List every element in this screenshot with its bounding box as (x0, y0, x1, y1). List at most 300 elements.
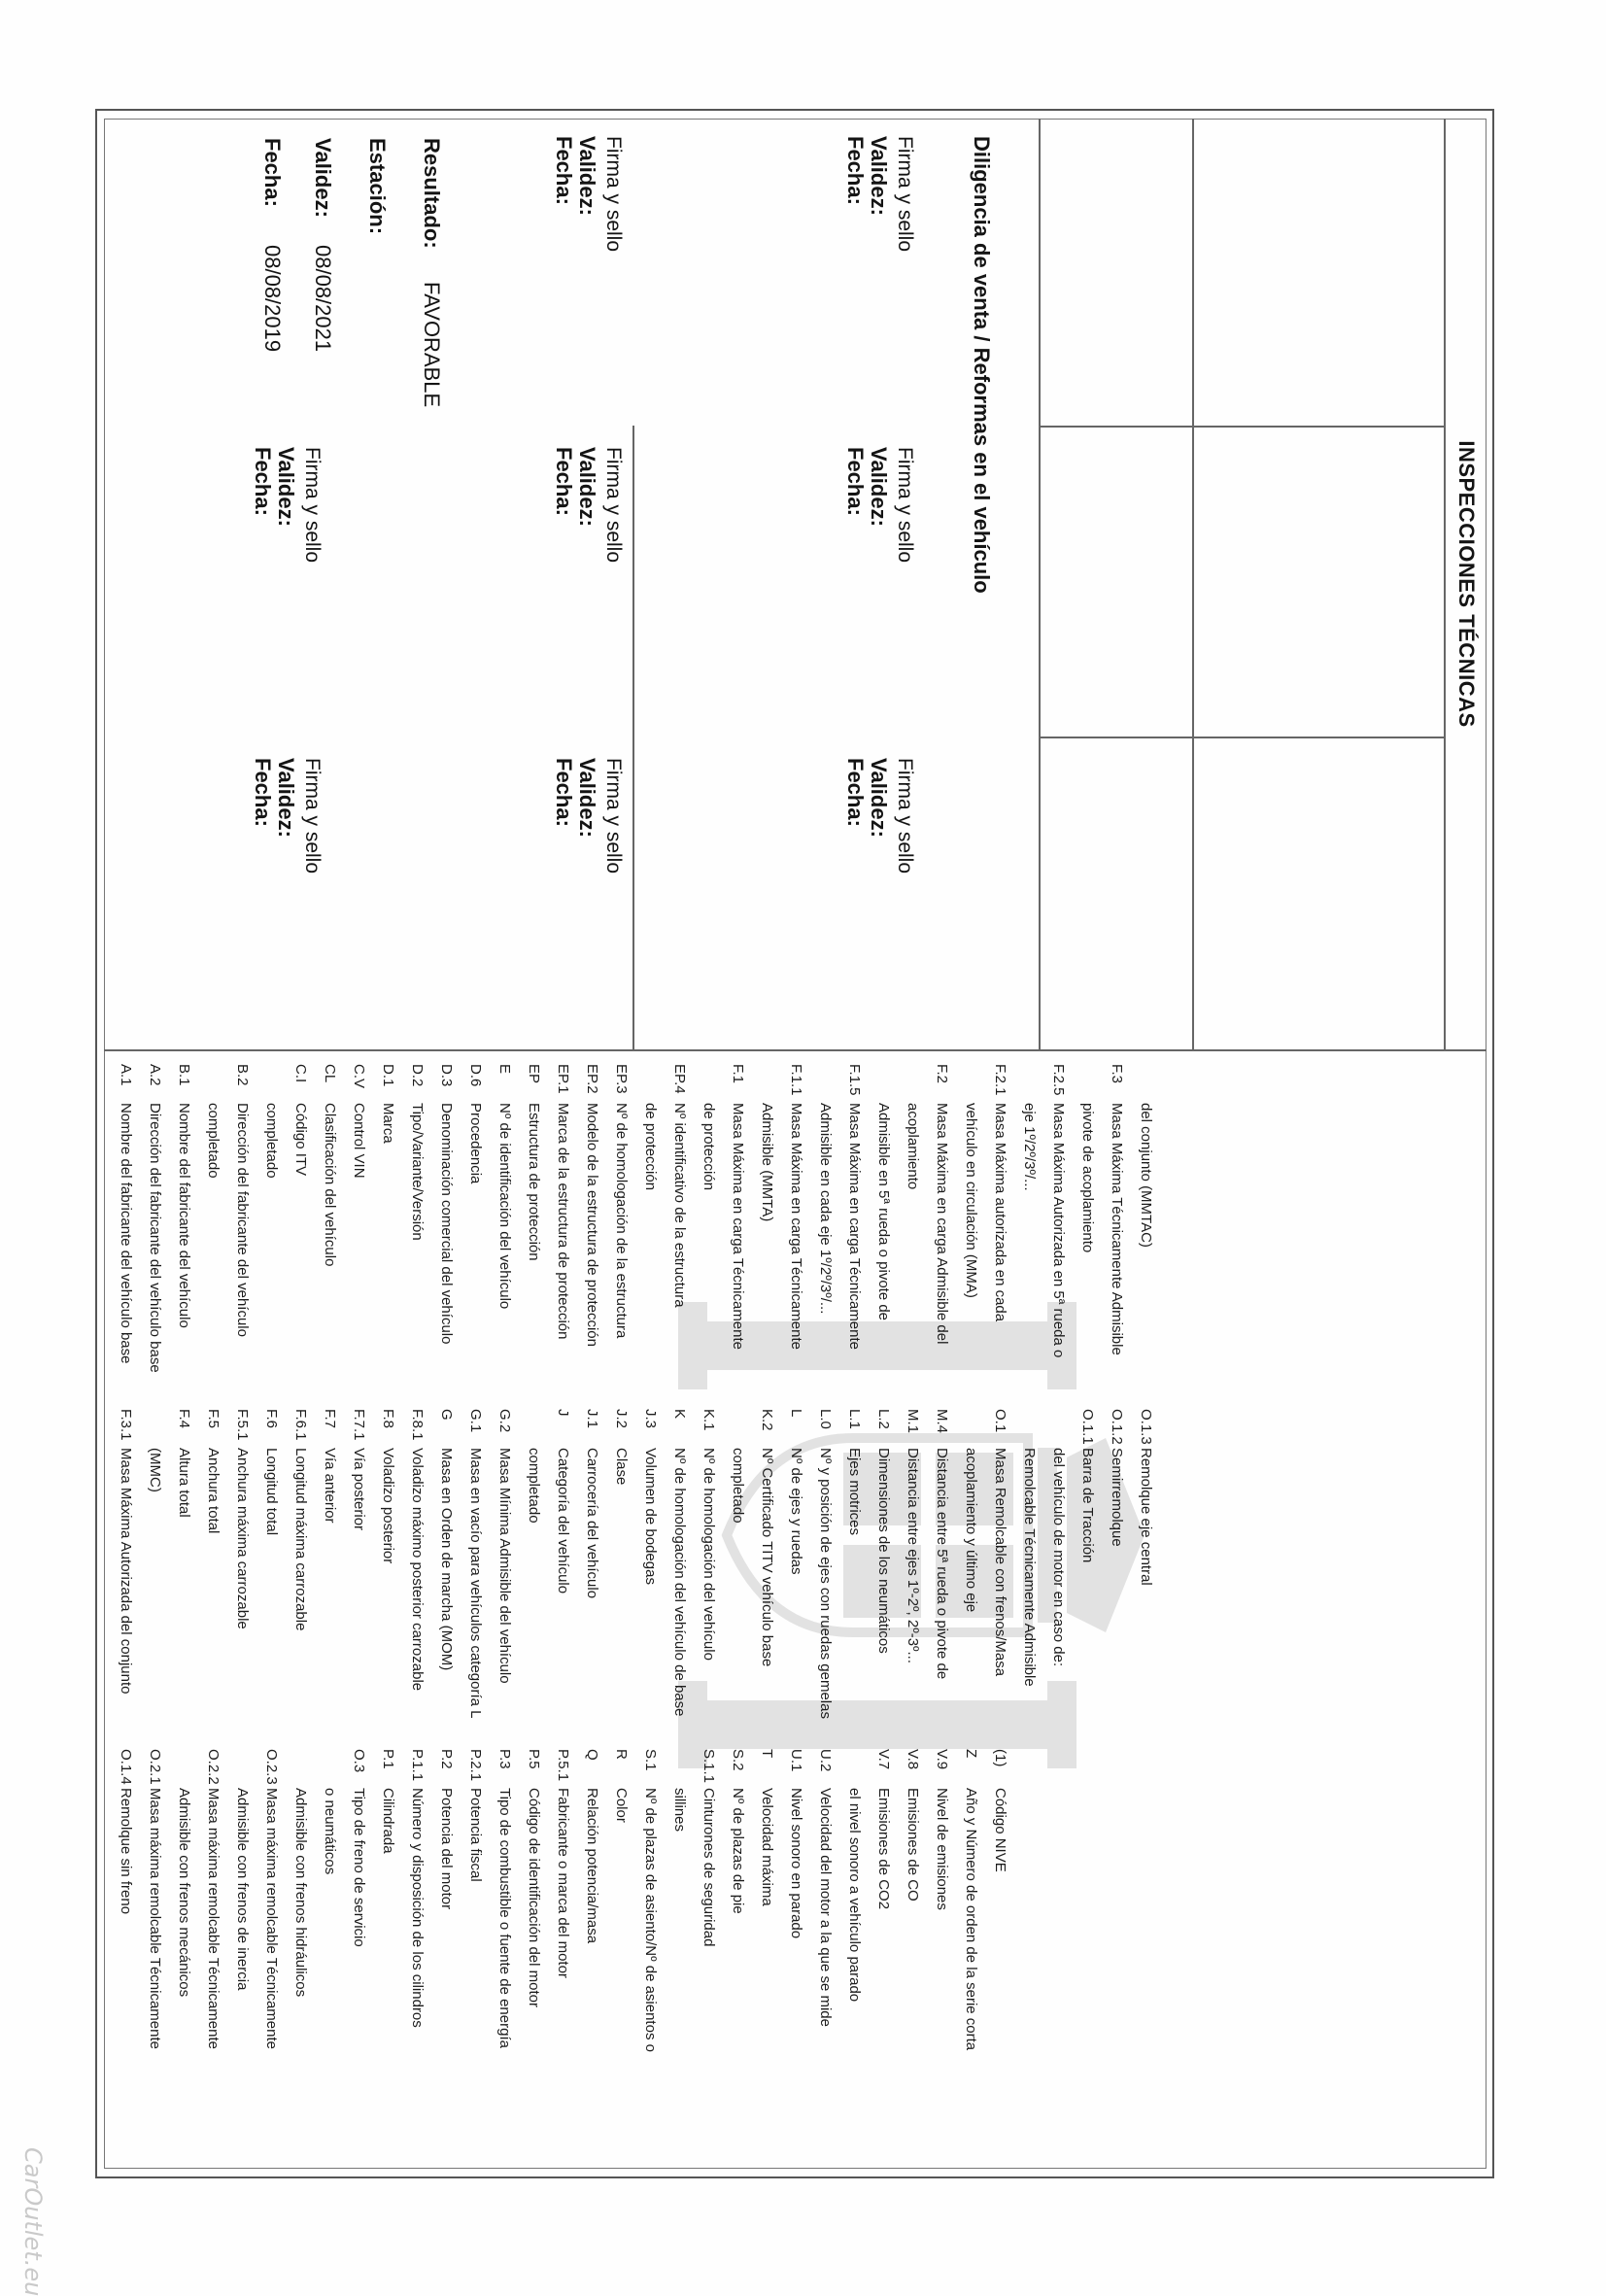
field-label: Voladizo máximo posterior carrozable (409, 1448, 426, 1692)
field-label: el nivel sonoro a vehículo parado (846, 1788, 863, 2003)
field-row-continuation (905, 1064, 921, 1189)
field-row-continuation (671, 1749, 688, 1832)
field-code: C.V (351, 1064, 367, 1089)
field-label: de protección (642, 1103, 659, 1191)
field-row (846, 1064, 863, 1350)
field-label: Dirección del fabricante del vehículo base (147, 1103, 163, 1373)
fecha-label: Fecha: (260, 138, 285, 207)
fecha-value: 08/08/2019 (260, 245, 285, 353)
field-label: Nº de homologación de la estructura (613, 1103, 630, 1339)
field-label: acoplamiento y último eje (963, 1448, 979, 1613)
field-code: J.2 (613, 1409, 630, 1429)
field-label: Nº de homologación del vehículo (700, 1448, 717, 1661)
field-code: V.7 (875, 1749, 892, 1770)
field-code: O.1.1 (1079, 1409, 1096, 1445)
field-row-continuation (846, 1749, 863, 2002)
field-code: EP.4 (671, 1064, 688, 1094)
field-row (438, 1064, 455, 1344)
field-code: F.2.5 (1050, 1064, 1067, 1096)
field-row (700, 1749, 717, 1946)
field-code: F.2 (934, 1064, 950, 1084)
field-code: L.1 (846, 1409, 863, 1429)
field-row (642, 1749, 659, 2052)
field-code: E (496, 1064, 513, 1075)
field-code: D.2 (409, 1064, 426, 1087)
field-code: L.2 (875, 1409, 892, 1429)
field-row (526, 1064, 542, 1261)
fecha-label: Fecha: (552, 136, 576, 205)
field-label: Admisible en 5ª rueda o pivote de (875, 1103, 892, 1321)
field-row (555, 1409, 571, 1593)
field-label: Nº identificativo de la estructura (671, 1103, 688, 1308)
field-label: vehículo en circulación (MMA) (963, 1103, 979, 1298)
field-label: pivote de acoplamiento (1079, 1103, 1096, 1253)
firma-y-sello: Firma y sello (894, 136, 916, 253)
field-row (351, 1409, 367, 1530)
field-label: Nº Certificado TITV vehículo base (759, 1448, 775, 1667)
field-code: O.2.2 (205, 1749, 222, 1785)
field-label: completado (526, 1448, 542, 1524)
field-code: O.2.3 (263, 1749, 280, 1785)
field-label: Tipo de combustible o fuente de energía (496, 1788, 513, 2048)
field-code: F.3.1 (118, 1409, 134, 1441)
validez-value: 08/08/2021 (311, 245, 335, 353)
field-label: Número y disposición de los cilindros (409, 1788, 426, 2028)
field-code: J.1 (584, 1409, 600, 1429)
field-code: M.1 (905, 1409, 921, 1434)
field-label: Admisible (MMTA) (759, 1103, 775, 1222)
field-row (671, 1064, 688, 1308)
field-label: o neumáticos (322, 1788, 338, 1875)
firma-y-sello: Firma y sello (602, 758, 625, 874)
field-code: O.3 (351, 1749, 367, 1773)
field-row (176, 1409, 192, 1518)
field-code: D.1 (380, 1064, 396, 1087)
resultado-value: FAVORABLE (420, 282, 444, 408)
field-label: Potencia del motor (438, 1788, 455, 1910)
field-row (467, 1064, 484, 1183)
field-label: Masa Máxima en carga Admisible del (934, 1103, 950, 1345)
field-label: Distancia entre 5ª rueda o pivote de (934, 1448, 950, 1680)
field-code: F.6 (263, 1409, 280, 1429)
field-label: Masa máxima remolcable Técnicamente (263, 1788, 280, 2049)
grid-line-row-1 (1192, 119, 1194, 1049)
field-label: Admisible con frenos hidráulicos (292, 1788, 309, 1998)
field-label: Marca de la estructura de protección (555, 1103, 571, 1340)
firma-y-sello: Firma y sello (602, 136, 625, 253)
field-label: Tipo de freno de servicio (351, 1788, 367, 1947)
field-code: EP.2 (584, 1064, 600, 1094)
field-row (496, 1409, 513, 1684)
field-label: Procedencia (467, 1103, 484, 1184)
field-row (875, 1749, 892, 1909)
validez-label: Validez: (867, 447, 891, 527)
fecha-label: Fecha: (843, 758, 868, 827)
field-label: Vía posterior (351, 1448, 367, 1531)
field-label: Categoría del vehículo (555, 1448, 571, 1594)
field-code: EP (526, 1064, 542, 1084)
field-code: U.2 (817, 1749, 834, 1772)
fecha-label: Fecha: (843, 136, 868, 205)
field-row (380, 1409, 396, 1563)
field-row (934, 1749, 950, 1910)
field-code: M.4 (934, 1409, 950, 1434)
field-label: Nº de homologación del vehículo de base (671, 1448, 688, 1717)
field-label: Masa en Orden de marcha (MOM) (438, 1448, 455, 1671)
field-code: F.6.1 (292, 1409, 309, 1441)
field-label: completado (205, 1103, 222, 1179)
field-row (1109, 1409, 1125, 1547)
field-code: J.3 (642, 1409, 659, 1429)
field-code: O.1.4 (118, 1749, 134, 1785)
field-code: F.5.1 (234, 1409, 251, 1441)
field-row (526, 1749, 542, 2007)
field-row (496, 1749, 513, 2048)
field-code: P.2.1 (467, 1749, 484, 1782)
field-code: C.I (292, 1064, 309, 1083)
validez-label: Validez: (274, 447, 298, 527)
field-row-continuation (875, 1064, 892, 1320)
field-row-continuation (322, 1749, 338, 1874)
field-row (438, 1409, 455, 1670)
firma-y-sello: Firma y sello (602, 447, 625, 564)
field-label: Potencia fiscal (467, 1788, 484, 1882)
field-code: B.1 (176, 1064, 192, 1086)
fecha-label: Fecha: (552, 447, 576, 516)
field-row (351, 1064, 367, 1179)
field-label: Masa Máxima autorizada en cada (992, 1103, 1008, 1322)
field-row (205, 1749, 222, 2049)
field-row-continuation (292, 1749, 309, 1997)
field-label: Nº y posición de ejes con ruedas gemelas (817, 1448, 834, 1719)
field-label: Estructura de protección (526, 1103, 542, 1261)
field-code: F.1.5 (846, 1064, 863, 1096)
field-row (788, 1749, 804, 1938)
validez-label: Validez: (274, 758, 298, 838)
field-label: Nº de ejes y ruedas (788, 1448, 804, 1575)
validez-label: Validez: (311, 138, 335, 218)
field-code: V.8 (905, 1749, 921, 1770)
grid-line-col-2 (1041, 737, 1446, 738)
field-code: D.3 (438, 1064, 455, 1087)
field-label: Masa Máxima en carga Técnicamente (788, 1103, 804, 1351)
reformas-title: Diligencia de venta / Reformas en el vehículo (970, 136, 994, 594)
field-row (613, 1749, 630, 1823)
field-row (584, 1409, 600, 1598)
field-label: Nivel de emisiones (934, 1788, 950, 1910)
field-label: Masa Máxima en carga Técnicamente (846, 1103, 863, 1351)
field-code: P.1 (380, 1749, 396, 1769)
grid-line-col-1 (1041, 426, 1446, 428)
field-code: O.1.3 (1138, 1409, 1154, 1445)
field-row-continuation (963, 1409, 979, 1612)
field-row (934, 1409, 950, 1679)
fecha-label: Fecha: (251, 447, 275, 516)
field-code: P.1.1 (409, 1749, 426, 1782)
field-code: P.5 (526, 1749, 542, 1769)
field-label: Masa en vacío para vehículos categoría L (467, 1448, 484, 1719)
field-label: Admisible con frenos de inercia (234, 1788, 251, 1991)
field-label: Modelo de la estructura de protección (584, 1103, 600, 1347)
field-code: F.8 (380, 1409, 396, 1429)
field-row (292, 1409, 309, 1630)
field-row (759, 1749, 775, 1906)
field-code: T (759, 1749, 775, 1759)
field-label: Emisiones de CO2 (875, 1788, 892, 1910)
center-divider (104, 1049, 1486, 1051)
field-code: L.0 (817, 1409, 834, 1429)
field-row-continuation (234, 1749, 251, 1990)
field-row (409, 1749, 426, 2028)
field-label: Velocidad del motor a la que se mide (817, 1788, 834, 2027)
field-row (1109, 1064, 1125, 1355)
field-row (292, 1064, 309, 1176)
field-label: Masa Máxima Autorizada en 5ª rueda o (1050, 1103, 1067, 1358)
field-label: Emisiones de CO (905, 1788, 921, 1902)
field-code: S.2 (730, 1749, 746, 1771)
field-label: Nombre del fabricante del vehículo (176, 1103, 192, 1328)
field-code: F.8.1 (409, 1409, 426, 1441)
field-label: Semirremolque (1109, 1448, 1125, 1547)
field-code: EP.1 (555, 1064, 571, 1094)
field-label: Carrocería del vehículo (584, 1448, 600, 1599)
field-code: K.1 (700, 1409, 717, 1431)
field-label: Vía anterior (322, 1448, 338, 1524)
field-row (1138, 1409, 1154, 1586)
field-row (322, 1064, 338, 1266)
field-label: completado (263, 1103, 280, 1179)
field-label: Velocidad máxima (759, 1788, 775, 1906)
field-code: V.9 (934, 1749, 950, 1770)
field-label: Código ITV (292, 1103, 309, 1177)
field-row (263, 1409, 280, 1535)
field-row (322, 1409, 338, 1524)
field-code: F.2.1 (992, 1064, 1008, 1096)
field-label: Barra de Tracción (1079, 1448, 1096, 1563)
field-label: Masa máxima remolcable Técnicamente (147, 1788, 163, 2049)
field-label: Masa Máxima Técnicamente Admisible (1109, 1103, 1125, 1355)
field-label: Remolque sin freno (118, 1788, 134, 1915)
field-row (788, 1064, 804, 1350)
validez-label: Validez: (867, 136, 891, 216)
field-row (642, 1409, 659, 1585)
field-label: Cilindrada (380, 1788, 396, 1854)
field-code: F.7 (322, 1409, 338, 1429)
field-row-continuation (1050, 1409, 1067, 1666)
field-label: eje 1º/2º/3º/... (1021, 1103, 1038, 1191)
field-label: Masa Remolcable con frenos/Masa (992, 1448, 1008, 1677)
field-label: Admisible en cada eje 1º/2º/3º/... (817, 1103, 834, 1315)
field-code: P.3 (496, 1749, 513, 1769)
field-code: EP.3 (613, 1064, 630, 1094)
field-label: Código de identificación del motor (526, 1788, 542, 2007)
field-row-continuation (205, 1064, 222, 1179)
field-label: Distancia entre ejes 1º-2º, 2º-3º... (905, 1448, 921, 1664)
field-row (730, 1064, 746, 1350)
field-row (234, 1409, 251, 1629)
field-code: G.2 (496, 1409, 513, 1433)
field-row (438, 1749, 455, 1909)
field-label: Voladizo posterior (380, 1448, 396, 1564)
grid-line-row-2 (1039, 119, 1041, 1049)
field-code: F.5 (205, 1409, 222, 1429)
validez-label: Validez: (575, 758, 599, 838)
field-code: CL (322, 1064, 338, 1083)
field-row (467, 1409, 484, 1719)
field-code: G.1 (467, 1409, 484, 1433)
field-code: D.6 (467, 1064, 484, 1087)
field-code: G (438, 1409, 455, 1421)
field-code: O.1.2 (1109, 1409, 1125, 1445)
field-label: Control VIN (351, 1103, 367, 1179)
field-row (992, 1749, 1008, 1872)
fecha-label: Fecha: (843, 447, 868, 516)
field-code: O.2.1 (147, 1749, 163, 1785)
field-label: Anchura total (205, 1448, 222, 1534)
field-row (205, 1409, 222, 1533)
field-label: Nº de identificación del vehículo (496, 1103, 513, 1310)
field-row (788, 1409, 804, 1575)
field-row (613, 1409, 630, 1485)
resultado-label: Resultado: (420, 138, 444, 249)
field-row-continuation (147, 1409, 163, 1492)
field-label: Masa Máxima en carga Técnicamente (730, 1103, 746, 1351)
field-row-continuation (963, 1064, 979, 1298)
field-code: K (671, 1409, 688, 1420)
field-row (467, 1749, 484, 1882)
field-code: K.2 (759, 1409, 775, 1431)
field-row (555, 1749, 571, 1978)
field-code: P.2 (438, 1749, 455, 1769)
field-label: Altura total (176, 1448, 192, 1518)
field-row (1050, 1064, 1067, 1357)
field-code: P.5.1 (555, 1749, 571, 1782)
field-code: B.2 (234, 1064, 251, 1086)
field-row (730, 1749, 746, 1914)
field-row (118, 1064, 134, 1364)
field-label: Tipo/Variante/Versión (409, 1103, 426, 1241)
field-row-continuation (1079, 1064, 1096, 1252)
field-row-continuation (526, 1409, 542, 1524)
fecha-label: Fecha: (251, 758, 275, 827)
field-row (992, 1064, 1008, 1321)
field-row (584, 1749, 600, 1943)
field-label: Código NIVE (992, 1788, 1008, 1872)
field-label: (MMC) (147, 1448, 163, 1492)
field-row (380, 1749, 396, 1854)
field-row (817, 1749, 834, 2027)
field-label: Fabricante o marca del motor (555, 1788, 571, 1978)
field-code: R (613, 1749, 630, 1760)
field-label: Año y Número de orden de la serie corta (963, 1788, 979, 2051)
field-label: de protección (700, 1103, 717, 1191)
field-row (234, 1064, 251, 1337)
field-row (992, 1409, 1008, 1676)
field-row (118, 1409, 134, 1694)
field-label: Nivel sonoro en parado (788, 1788, 804, 1939)
field-label: sillines (671, 1788, 688, 1833)
field-label: Color (613, 1788, 630, 1823)
field-label: Longitud máxima carrozable (292, 1448, 309, 1631)
field-row (496, 1064, 513, 1309)
field-row-continuation (1021, 1409, 1038, 1687)
field-label: Longitud total (263, 1448, 280, 1536)
field-row-continuation (1021, 1064, 1038, 1191)
field-row (555, 1064, 571, 1339)
field-label: Denominación comercial del vehículo (438, 1103, 455, 1345)
field-label: del conjunto (MMTAC) (1138, 1103, 1154, 1248)
field-label: Masa máxima remolcable Técnicamente (205, 1788, 222, 2049)
grid-line-reform-2 (632, 737, 634, 1049)
field-row (409, 1064, 426, 1241)
field-code: F.1 (730, 1064, 746, 1084)
field-label: Admisible con frenos mecánicos (176, 1788, 192, 1998)
field-row-continuation (700, 1064, 717, 1190)
field-row-continuation (759, 1064, 775, 1221)
field-label: Masa Mínima Admisible del vehículo (496, 1448, 513, 1684)
field-row (963, 1749, 979, 2050)
field-row (176, 1064, 192, 1328)
field-row-continuation (730, 1409, 746, 1524)
field-row (613, 1064, 630, 1338)
field-label: Marca (380, 1103, 396, 1144)
field-label: Volumen de bodegas (642, 1448, 659, 1585)
field-label: Clasificación del vehículo (322, 1103, 338, 1267)
field-code: O.1 (992, 1409, 1008, 1433)
field-row (934, 1064, 950, 1344)
field-row (263, 1749, 280, 2049)
field-code: U.1 (788, 1749, 804, 1772)
field-row (118, 1749, 134, 1914)
field-row (905, 1749, 921, 1902)
field-label: del vehículo de motor en caso de: (1050, 1448, 1067, 1667)
field-label: Remolque eje central (1138, 1448, 1154, 1586)
field-label: Clase (613, 1448, 630, 1486)
field-row-continuation (176, 1749, 192, 1997)
field-label: completado (730, 1448, 746, 1524)
field-row (905, 1409, 921, 1663)
field-label: Nombre del fabricante del vehículo base (118, 1103, 134, 1364)
field-row (875, 1409, 892, 1654)
field-row (817, 1409, 834, 1719)
field-label: Relación potencia/masa (584, 1788, 600, 1944)
field-label: Remolcable Técnicamente Admisible (1021, 1448, 1038, 1687)
source-watermark: CarOutlet.eu (19, 2147, 47, 2296)
field-row (351, 1749, 367, 1947)
field-code: S.1 (642, 1749, 659, 1771)
field-code: F.3 (1109, 1064, 1125, 1084)
field-label: Anchura máxima carrozable (234, 1448, 251, 1629)
field-row (671, 1409, 688, 1717)
field-code: L (788, 1409, 804, 1418)
field-code: F.4 (176, 1409, 192, 1429)
field-label: Ejes motrices (846, 1448, 863, 1536)
field-label: Cinturones de seguridad (700, 1788, 717, 1947)
estacion-label: Estación: (365, 138, 390, 235)
field-code: F.1.1 (788, 1064, 804, 1096)
firma-y-sello: Firma y sello (301, 758, 324, 874)
field-row-continuation (263, 1064, 280, 1179)
field-label: Nº de plazas de asiento/Nº de asientos o (642, 1788, 659, 2052)
inspections-title: INSPECCIONES TÉCNICAS (1454, 440, 1479, 728)
firma-y-sello: Firma y sello (894, 447, 916, 564)
field-code: Q (584, 1749, 600, 1761)
firma-y-sello: Firma y sello (894, 758, 916, 874)
field-label: Dimensiones de los neumáticos (875, 1448, 892, 1654)
field-row-continuation (642, 1064, 659, 1190)
field-row (759, 1409, 775, 1666)
firma-y-sello: Firma y sello (301, 447, 324, 564)
